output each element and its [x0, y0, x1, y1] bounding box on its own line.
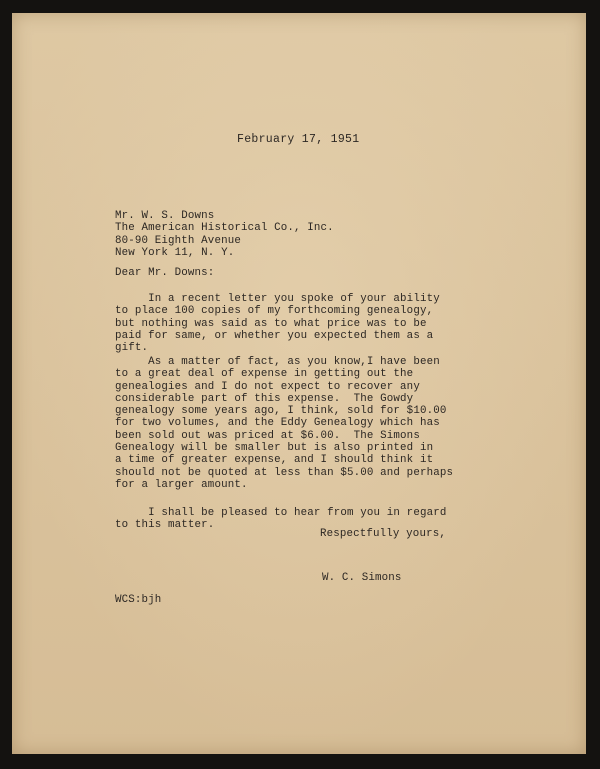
recipient-name: Mr. W. S. Downs: [115, 210, 215, 222]
paragraph-2-line: genealogy some years ago, I think, sold for $10.00: [115, 405, 447, 418]
paragraph-2-line: Genealogy will be smaller but is also printed in: [115, 442, 434, 455]
paragraph-1-line: but nothing was said as to what price was to be: [115, 317, 427, 330]
closing: Respectfully yours,: [320, 528, 446, 540]
signature-name: W. C. Simons: [322, 572, 402, 584]
paragraph-1-line: to place 100 copies of my forthcoming genealogy,: [115, 305, 434, 318]
paragraph-2-line: for two volumes, and the Eddy Genealogy which has: [115, 417, 440, 430]
recipient-street: 80-90 Eighth Avenue: [115, 234, 241, 247]
paragraph-1: [115, 293, 440, 354]
paragraph-2-line: for a larger amount.: [115, 478, 248, 491]
letter-page: [12, 13, 586, 754]
paragraph-2-line: a time of greater expense, and I should think it: [115, 454, 434, 467]
recipient-city: New York 11, N. Y.: [115, 246, 235, 259]
paragraph-3-line: to this matter.: [115, 519, 215, 532]
paragraph-2-line: to a great deal of expense in getting out the: [115, 368, 414, 381]
paragraph-2: [115, 356, 453, 491]
paragraph-1-line: In a recent letter you spoke of your ability: [115, 293, 440, 305]
paragraph-1-line: paid for same, or whether you expected them as a: [115, 329, 434, 342]
paragraph-2-line: been sold out was priced at $6.00. The Simons: [115, 429, 420, 442]
paragraph-2-line: As a matter of fact, as you know,I have been: [115, 356, 440, 368]
paragraph-1-line: gift.: [115, 342, 149, 355]
paragraph-2-line: considerable part of this expense. The Gowdy: [115, 392, 414, 405]
paragraph-2-line: genealogies and I do not expect to recover any: [115, 380, 420, 393]
paragraph-2-line: should not be quoted at less than $5.00 and perhaps: [115, 466, 454, 479]
recipient-address-block: [115, 210, 334, 259]
salutation: Dear Mr. Downs:: [115, 267, 215, 279]
reference-initials: WCS:bjh: [115, 594, 162, 606]
letter-date: February 17, 1951: [237, 133, 360, 146]
paragraph-3-line: I shall be pleased to hear from you in regard: [115, 507, 447, 519]
recipient-company: The American Historical Co., Inc.: [115, 222, 334, 235]
